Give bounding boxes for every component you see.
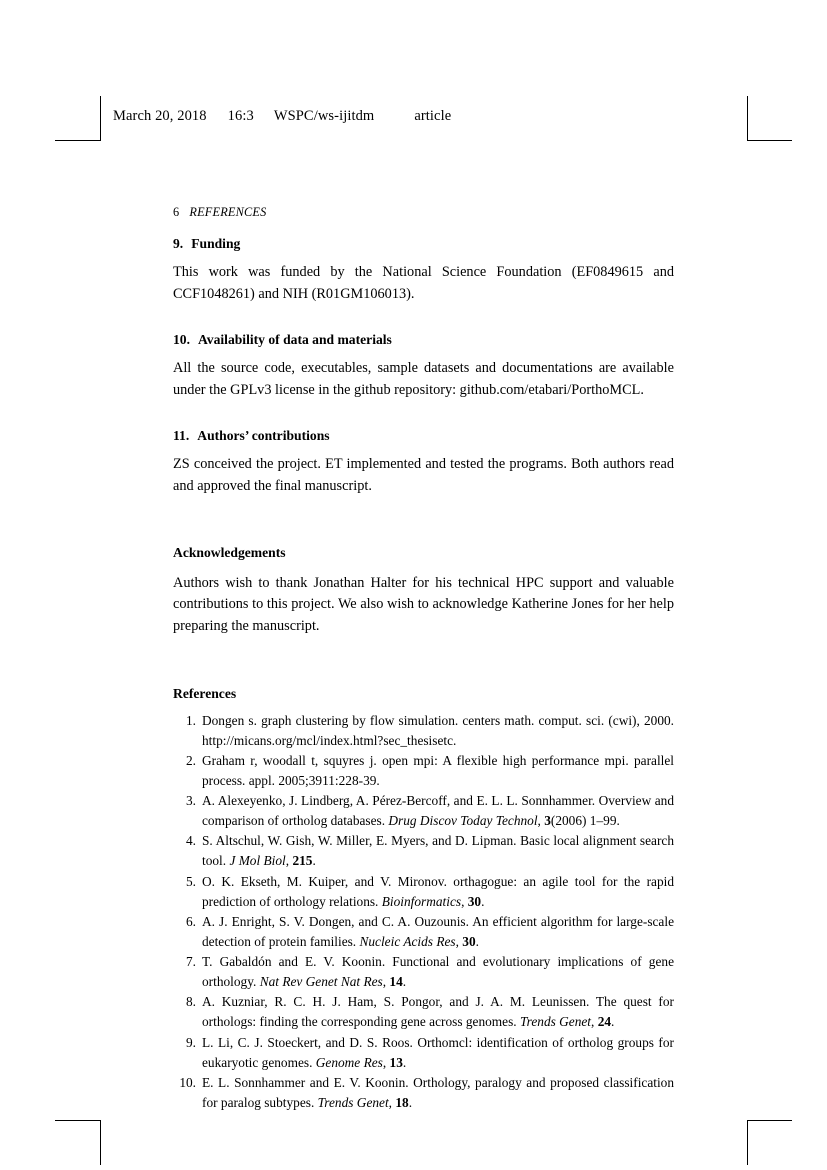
crop-mark-bottom-left-vertical bbox=[100, 1121, 101, 1165]
page-content bbox=[173, 236, 674, 1113]
section-paragraph-availability: All the source code, executables, sample datasets and documentations are available under the GPLv3 license in the github repository: github.com/etabari/PorthoMCL. bbox=[173, 360, 674, 398]
crop-mark-bottom-right-vertical bbox=[747, 1121, 748, 1165]
reference-text-run: , bbox=[461, 893, 468, 909]
reference-text-run: Graham r, woodall t, squyres j. open mpi: A flexible high performance mpi. parallel process. appl. 2005;3911:228-39. bbox=[202, 752, 674, 788]
reference-text-run: , bbox=[388, 1094, 396, 1110]
reference-volume: 30 bbox=[467, 893, 482, 909]
reference-item bbox=[173, 831, 674, 871]
reference-item bbox=[173, 791, 674, 831]
crop-mark-top-right-vertical bbox=[747, 96, 748, 140]
reference-volume: 24 bbox=[597, 1014, 612, 1030]
reference-text-run: A. Kuzniar, R. C. H. J. Ham, S. Pongor, and J. A. M. Leunissen. The quest for orthologs: finding the corresponding gene across genomes. bbox=[202, 994, 674, 1030]
reference-text-run: L. Li, C. J. Stoeckert, and D. S. Roos. Orthomcl: identification of ortholog groups for eukaryotic genomes. bbox=[202, 1034, 674, 1070]
reference-volume: 18 bbox=[395, 1094, 409, 1110]
reference-text-run: . bbox=[402, 1054, 407, 1070]
reference-volume: 14 bbox=[389, 974, 403, 990]
running-head-title: REFERENCES bbox=[189, 205, 267, 219]
reference-text-run: , bbox=[285, 853, 293, 869]
reference-number: 10. bbox=[179, 1074, 196, 1090]
reference-number: 2. bbox=[185, 752, 196, 768]
reference-text-run: E. L. Sonnhammer and E. V. Koonin. Orthology, paralogy and proposed classification for paralog subtypes. bbox=[202, 1074, 674, 1110]
reference-text-run: . bbox=[481, 893, 485, 909]
reference-text-run: S. Altschul, W. Gish, W. Miller, E. Myers, and D. Lipman. Basic local alignment search tool. bbox=[202, 833, 674, 869]
reference-text-run: . bbox=[611, 1014, 615, 1030]
reference-text-run: Dongen s. graph clustering by flow simulation. centers math. comput. sci. (cwi), 2000. http://micans.org/mcl/index.html?sec_thesisetc. bbox=[202, 712, 674, 748]
header-time: 16:3 bbox=[227, 108, 254, 124]
reference-text-run: , bbox=[382, 1054, 390, 1070]
crop-mark-bottom-left-horizontal bbox=[55, 1120, 101, 1121]
reference-text bbox=[202, 711, 674, 751]
reference-text bbox=[202, 912, 674, 952]
reference-journal-title: Nat Rev Genet Nat Res bbox=[259, 974, 383, 990]
reference-number: 1. bbox=[185, 712, 196, 728]
reference-item bbox=[173, 912, 674, 952]
reference-text bbox=[202, 1033, 674, 1073]
section-availability bbox=[173, 332, 674, 402]
reference-volume: 215 bbox=[292, 853, 313, 869]
section-paragraph-funding: This work was funded by the National Science Foundation (EF0849615 and CCF1048261) and NIH (R01GM106013). bbox=[173, 264, 674, 303]
section-number: 11. bbox=[173, 427, 190, 443]
section-acknowledgements bbox=[173, 545, 674, 637]
section-title: Funding bbox=[191, 236, 241, 251]
reference-journal-title: Trends Genet bbox=[317, 1094, 389, 1110]
page-folio-number: 6 bbox=[173, 205, 180, 219]
reference-journal-title: Genome Res bbox=[315, 1054, 383, 1070]
reference-journal-title: J Mol Biol bbox=[229, 853, 286, 869]
reference-item bbox=[173, 952, 674, 992]
reference-text-run: A. Alexeyenko, J. Lindberg, A. Pérez-Bercoff, and E. L. L. Sonnhammer. Overview and comparison of ortholog databases. bbox=[202, 793, 674, 829]
section-title: Acknowledgements bbox=[173, 545, 286, 561]
reference-text-run: , bbox=[382, 974, 390, 990]
section-title: Availability of data and materials bbox=[198, 331, 392, 347]
section-number: 10. bbox=[173, 331, 190, 347]
reference-text-run: A. J. Enright, S. V. Dongen, and C. A. Ouzounis. An efficient algorithm for large-scale detection of protein families. bbox=[202, 913, 674, 949]
section-heading-acknowledgements bbox=[173, 545, 674, 561]
section-spacer bbox=[173, 523, 674, 545]
section-number: 9. bbox=[173, 236, 184, 251]
reference-number: 3. bbox=[185, 793, 196, 809]
reference-text bbox=[202, 791, 674, 831]
crop-mark-bottom-right-horizontal bbox=[747, 1120, 792, 1121]
section-heading-availability bbox=[173, 332, 674, 348]
reference-text-run: , bbox=[591, 1014, 598, 1030]
section-heading-funding bbox=[173, 236, 674, 252]
reference-text-run: , bbox=[455, 933, 463, 949]
section-heading-authors-contributions bbox=[173, 428, 674, 444]
reference-volume: 30 bbox=[462, 933, 476, 949]
reference-text bbox=[202, 872, 674, 912]
reference-volume: 13 bbox=[389, 1054, 403, 1070]
reference-journal-title: Trends Genet bbox=[519, 1014, 592, 1030]
reference-number: 4. bbox=[185, 833, 196, 849]
reference-item bbox=[173, 1033, 674, 1073]
reference-item bbox=[173, 711, 674, 751]
reference-item bbox=[173, 992, 674, 1032]
section-paragraph-acknowledgements: Authors wish to thank Jonathan Halter for his technical HPC support and valuable contributions to this project. We also wish to acknowledge Katherine Jones for her help preparing the manuscript. bbox=[173, 574, 674, 634]
reference-number: 7. bbox=[185, 954, 196, 970]
reference-number: 5. bbox=[185, 873, 196, 889]
running-head bbox=[173, 205, 267, 220]
crop-mark-top-right-horizontal bbox=[747, 140, 792, 141]
reference-item bbox=[173, 1073, 674, 1113]
reference-text bbox=[202, 831, 674, 871]
reference-text-run: . bbox=[312, 853, 316, 869]
reference-journal-title: Bioinformatics bbox=[381, 893, 462, 909]
reference-text bbox=[202, 952, 674, 992]
section-authors-contributions bbox=[173, 428, 674, 498]
reference-number: 6. bbox=[185, 913, 196, 929]
reference-journal-title: Drug Discov Today Technol bbox=[388, 813, 538, 829]
crop-mark-top-left-horizontal bbox=[55, 140, 101, 141]
reference-number: 8. bbox=[185, 994, 196, 1010]
reference-text-run: . bbox=[475, 933, 479, 949]
header-journal: WSPC/ws-ijitdm bbox=[273, 108, 375, 124]
header-doc-type: article bbox=[414, 108, 452, 124]
header-date: March 20, 2018 bbox=[113, 108, 207, 124]
journal-production-header bbox=[113, 108, 451, 125]
reference-list bbox=[173, 711, 674, 1113]
reference-item bbox=[173, 872, 674, 912]
references-spacer bbox=[173, 664, 674, 686]
reference-text-run: . bbox=[408, 1094, 413, 1110]
section-references bbox=[173, 686, 674, 1113]
reference-text-run: , bbox=[537, 813, 545, 829]
reference-number: 9. bbox=[185, 1034, 196, 1050]
reference-volume: 3 bbox=[544, 813, 551, 829]
reference-text bbox=[202, 992, 674, 1032]
reference-text-run: O. K. Ekseth, M. Kuiper, and V. Mironov. orthagogue: an agile tool for the rapid prediction of orthology relations. bbox=[202, 873, 674, 909]
reference-journal-title: Nucleic Acids Res bbox=[359, 933, 456, 949]
section-paragraph-authors-contributions: ZS conceived the project. ET implemented and tested the programs. Both authors read and approved the final manuscript. bbox=[173, 455, 674, 494]
reference-item bbox=[173, 751, 674, 791]
reference-text-run: (2006) 1–99. bbox=[550, 813, 620, 829]
reference-text-run: T. Gabaldón and E. V. Koonin. Functional and evolutionary implications of gene orthology. bbox=[202, 954, 674, 990]
reference-text bbox=[202, 751, 674, 791]
crop-mark-top-left-vertical bbox=[100, 96, 101, 140]
reference-text-run: . bbox=[402, 974, 407, 990]
reference-text bbox=[202, 1073, 674, 1113]
section-title: Authors’ contributions bbox=[197, 427, 330, 443]
section-funding bbox=[173, 236, 674, 306]
references-heading: References bbox=[173, 685, 237, 701]
